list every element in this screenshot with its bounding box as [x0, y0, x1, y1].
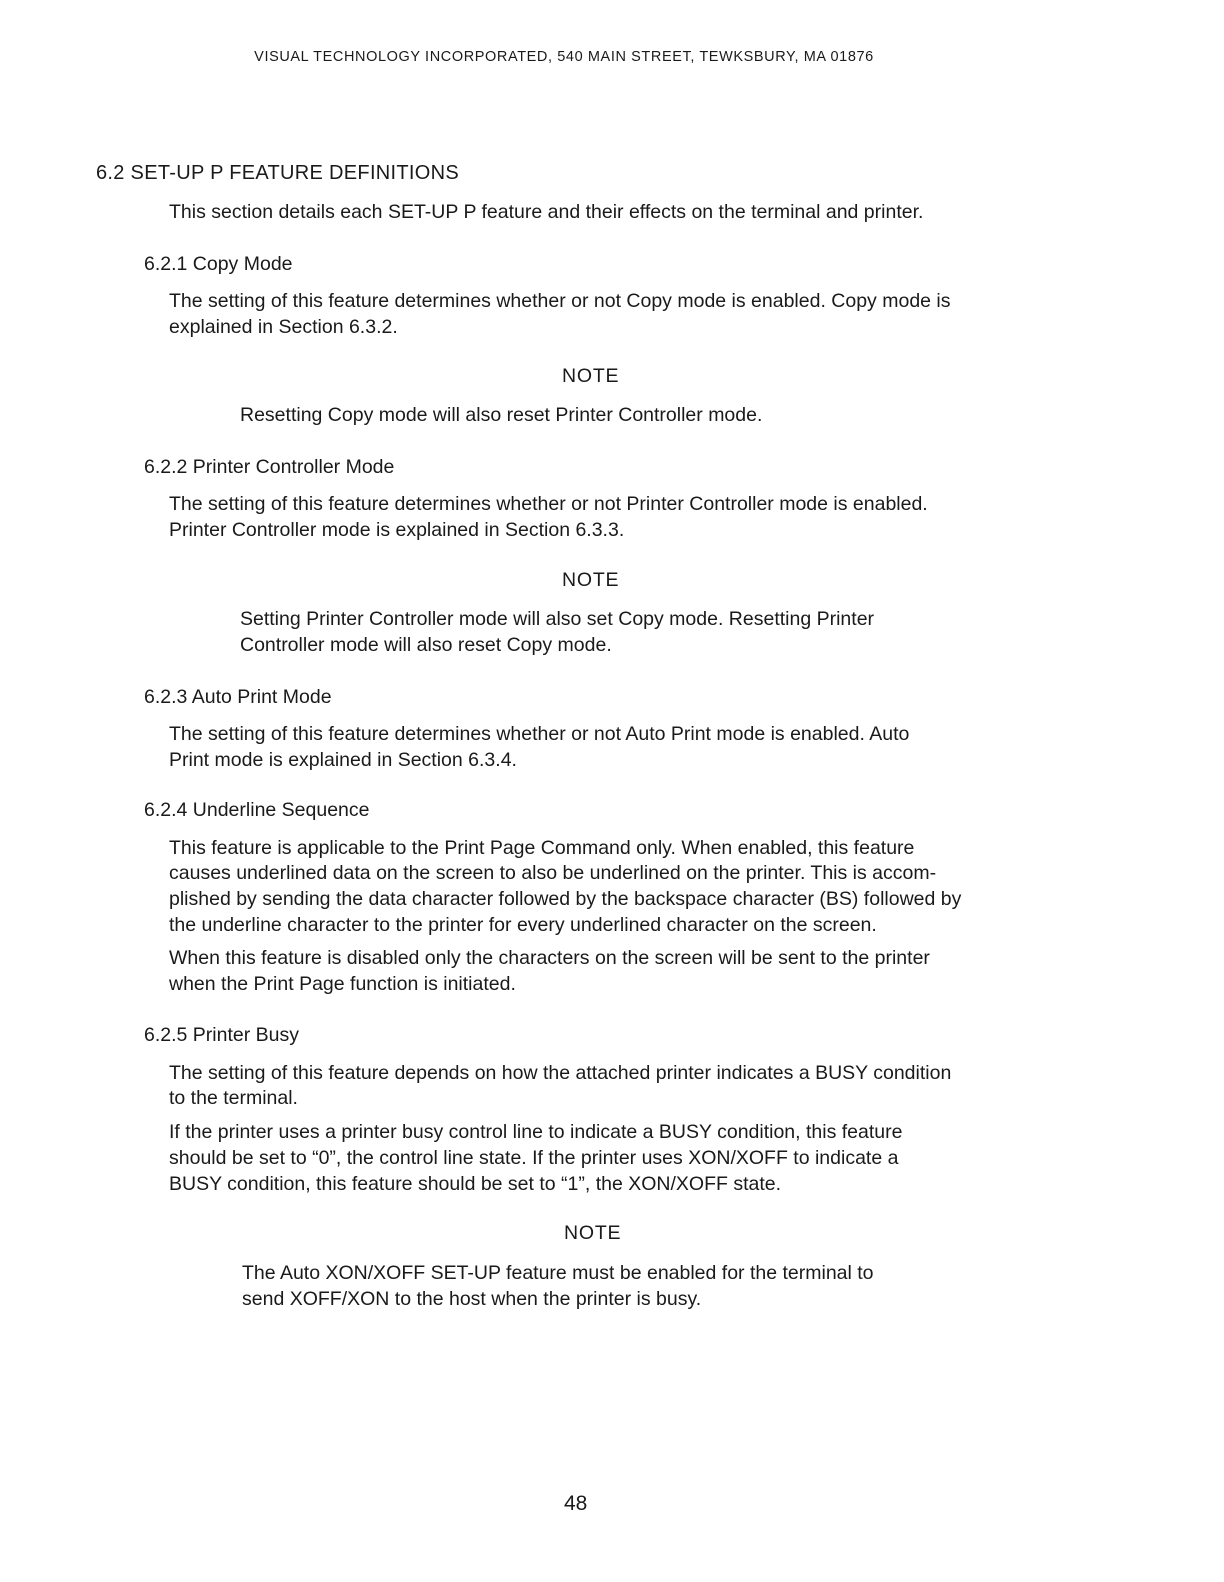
section-title: 6.2 SET-UP P FEATURE DEFINITIONS: [96, 162, 460, 184]
underline-text-line: This feature is applicable to the Print Page Command only. When enabled, this feature: [169, 837, 915, 859]
underline-text-line: When this feature is disabled only the characters on the screen will be sent to the printer: [169, 947, 930, 969]
section-intro: This section details each SET-UP P feature and their effects on the terminal and printer.: [169, 201, 924, 223]
printer-busy-text-line: to the terminal.: [169, 1087, 298, 1109]
note-text-line: Resetting Copy mode will also reset Printer Controller mode.: [240, 404, 763, 426]
printer-busy-text-line: should be set to “0”, the control line state. If the printer uses XON/XOFF to indicate a: [169, 1147, 899, 1169]
note-label: NOTE: [562, 365, 620, 387]
printer-controller-text-line: Printer Controller mode is explained in Section 6.3.3.: [169, 519, 625, 541]
printer-busy-text-line: The setting of this feature depends on how the attached printer indicates a BUSY condition: [169, 1062, 952, 1084]
underline-text-line: causes underlined data on the screen to also be underlined on the printer. This is accom-: [169, 862, 937, 884]
note-text-line: Setting Printer Controller mode will also set Copy mode. Resetting Printer: [240, 608, 875, 630]
note-text-line: The Auto XON/XOFF SET-UP feature must be enabled for the terminal to: [242, 1262, 874, 1284]
printer-controller-heading: 6.2.2 Printer Controller Mode: [144, 456, 395, 478]
page-header: VISUAL TECHNOLOGY INCORPORATED, 540 MAIN STREET, TEWKSBURY, MA 01876: [254, 49, 874, 65]
printer-busy-heading: 6.2.5 Printer Busy: [144, 1024, 299, 1046]
copy-mode-heading: 6.2.1 Copy Mode: [144, 253, 293, 275]
underline-text-line: when the Print Page function is initiated.: [169, 973, 516, 995]
note-label: NOTE: [564, 1222, 622, 1244]
copy-mode-text-line: explained in Section 6.3.2.: [169, 316, 398, 338]
printer-controller-text-line: The setting of this feature determines whether or not Printer Controller mode is enabled.: [169, 493, 928, 515]
note-label: NOTE: [562, 569, 620, 591]
copy-mode-text-line: The setting of this feature determines whether or not Copy mode is enabled. Copy mode is: [169, 290, 951, 312]
auto-print-text-line: The setting of this feature determines whether or not Auto Print mode is enabled. Auto: [169, 723, 910, 745]
underline-sequence-heading: 6.2.4 Underline Sequence: [144, 799, 370, 821]
underline-text-line: the underline character to the printer for every underlined character on the screen.: [169, 914, 877, 936]
note-text-line: Controller mode will also reset Copy mode.: [240, 634, 612, 656]
page-number: 48: [564, 1492, 588, 1515]
auto-print-text-line: Print mode is explained in Section 6.3.4.: [169, 749, 517, 771]
printer-busy-text-line: BUSY condition, this feature should be set to “1”, the XON/XOFF state.: [169, 1173, 782, 1195]
underline-text-line: plished by sending the data character followed by the backspace character (BS) followed by: [169, 888, 962, 910]
printer-busy-text-line: If the printer uses a printer busy control line to indicate a BUSY condition, this feature: [169, 1121, 903, 1143]
note-text-line: send XOFF/XON to the host when the printer is busy.: [242, 1288, 702, 1310]
auto-print-heading: 6.2.3 Auto Print Mode: [144, 686, 332, 708]
